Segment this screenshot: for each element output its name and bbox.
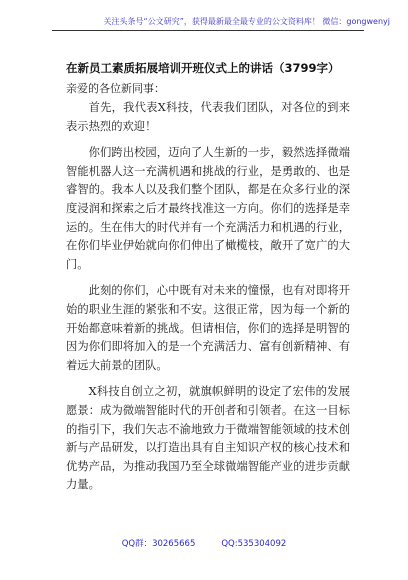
header-banner: 关注头条号“公文研究”，获得最新最全最专业的公文资料库！ 微信：gongwenyj	[103, 17, 390, 26]
paragraph: 你们跨出校园，迈向了人生新的一步，毅然选择微端智能机器人这一充满机遇和挑战的行业，是勇敢的、也是睿智的。我本人以及我们整个团队，都是在众多行业的深度浸润和探索之后才最终找准这一方向。你们的选择是幸运的。生在伟大的时代并有一个充满活力和机遇的行业，在你们毕业伊始就向你们伸出了橄榄枝，敞开了宽广的大门。	[66, 146, 350, 271]
document-body	[66, 99, 350, 503]
paragraph: X科技自创立之初，就旗帜鲜明的设定了宏伟的发展愿景：成为微端智能时代的开创者和引领者。在这一目标的指引下，我们矢志不渝地致力于微端智能领域的技术创新与产品研发，以打造出具有自主知识产权的核心技术和优势产品，为推动我国乃至全球微端智能产业的进步贡献力量。	[66, 385, 350, 492]
paragraph: 首先，我代表X科技，代表我们团队，对各位的到来表示热烈的欢迎！	[66, 101, 350, 133]
footer-contact	[0, 537, 408, 549]
qq-group-number: QQ群：30265665	[121, 539, 196, 549]
salutation: 亲爱的各位新同事：	[66, 82, 165, 95]
header-divider	[52, 30, 364, 31]
document-title: 在新员工素质拓展培训开班仪式上的讲话（3799字）	[66, 61, 340, 75]
paragraph: 此刻的你们，心中既有对未来的憧憬，也有对即将开始的职业生涯的紧张和不安。这很正常，因为每一个新的开始都意味着新的挑战。但请相信，你们的选择是明智的因为你们即将加入的是一个充满活力、富有创新精神、有着远大前景的团队。	[66, 284, 350, 372]
qq-number: QQ:535304092	[221, 539, 287, 549]
